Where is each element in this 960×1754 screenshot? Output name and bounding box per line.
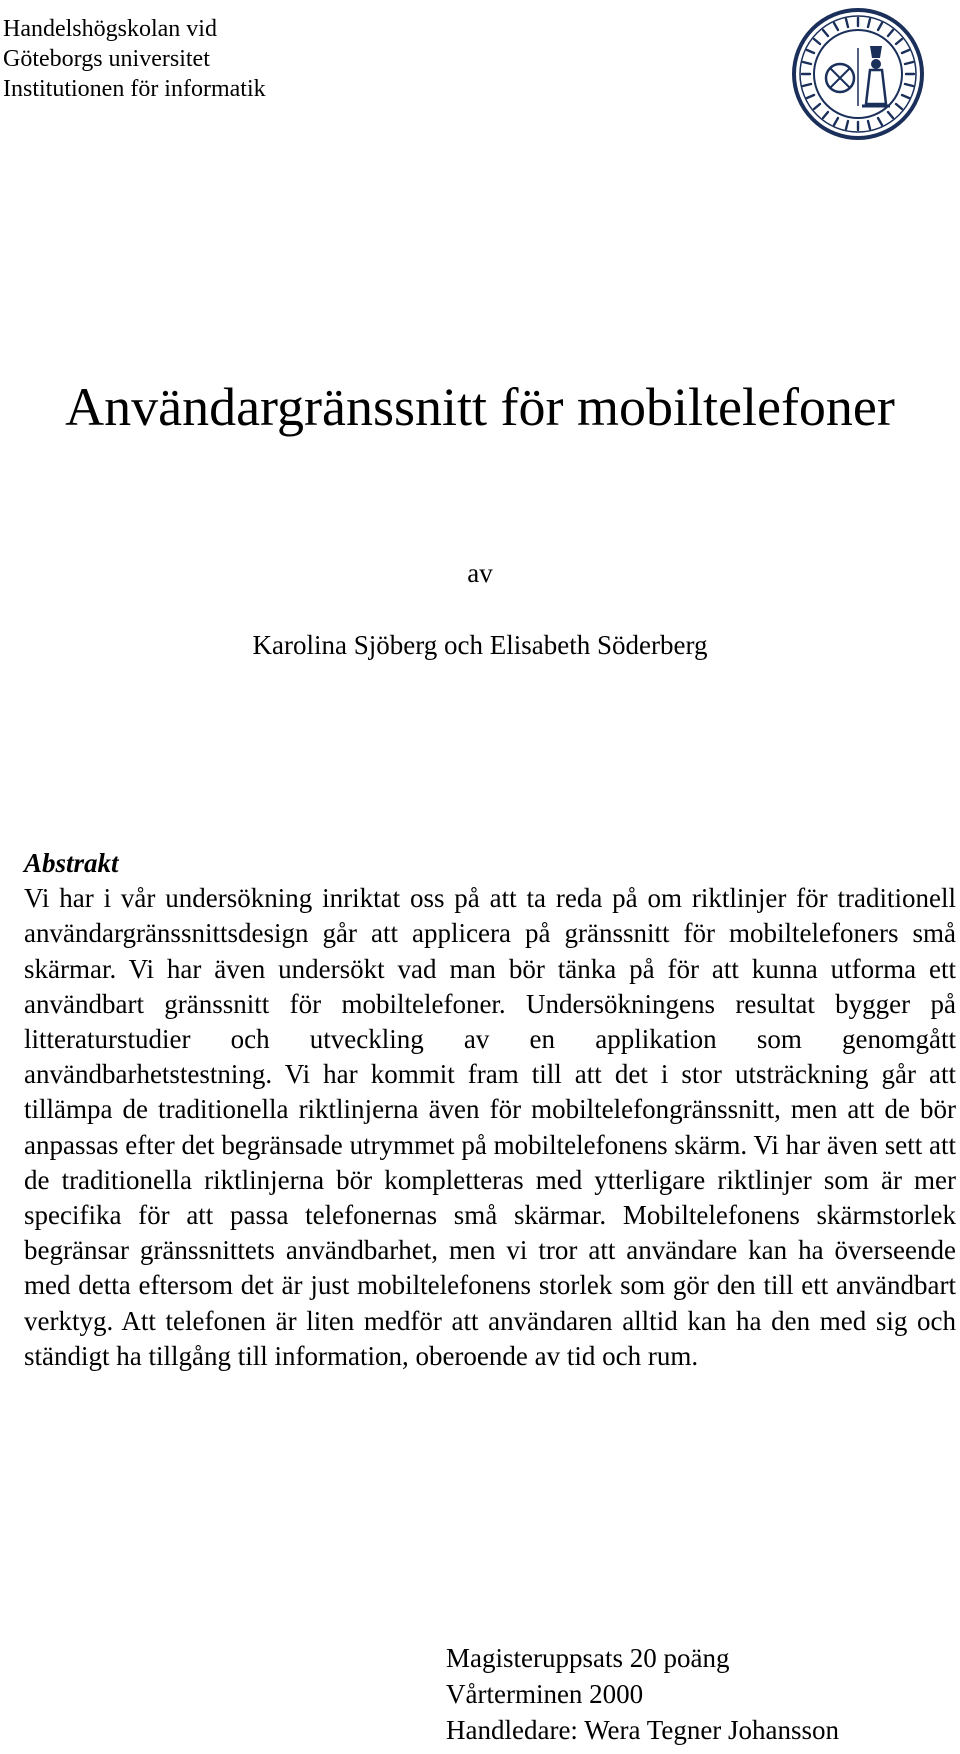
institution-header bbox=[3, 14, 266, 104]
thesis-type: Magisteruppsats 20 poäng bbox=[446, 1643, 730, 1673]
thesis-term: Vårterminen 2000 bbox=[446, 1679, 644, 1709]
university-seal-icon bbox=[790, 6, 926, 142]
thesis-info bbox=[446, 1640, 839, 1748]
abstract-heading: Abstrakt bbox=[24, 848, 119, 878]
abstract-section bbox=[24, 846, 956, 1374]
thesis-supervisor: Handledare: Wera Tegner Johansson bbox=[446, 1715, 840, 1745]
authors: Karolina Sjöberg och Elisabeth Söderberg bbox=[252, 630, 708, 660]
byline: av bbox=[467, 558, 493, 588]
document-title: Användargränssnitt för mobiltelefoner bbox=[65, 377, 895, 437]
institution-line-university: Göteborgs universitet bbox=[3, 46, 210, 72]
abstract-body: Vi har i vår undersökning inriktat oss på att ta reda på om riktlinjer för traditionell användargränssnittsdesign går att applicera på gränssnitt för mobiltelefoners små skärmar. Vi har även undersökt vad man bör tänka på för att kunna utforma ett användbart gränssnitt för mobiltelefoner. Undersökningens resultat bygger på litteraturstudier och utveckling av en applikation som genomgått användbarhetstestning. Vi har kommit fram till att det i stor utsträckning går att tillämpa de traditionella riktlinjerna även för mobiltelefongränssnitt, men att de bör anpassas efter det begränsade utrymmet på mobiltelefonens skärm. Vi har även sett att de traditionella riktlinjerna bör kompletteras med ytterligare riktlinjer som är mer specifika för att passa telefonernas små skärmar. Mobiltelefonens skärmstorlek begränsar gränssnittets användbarhet, men vi tror att användare kan ha överseende med detta eftersom det är just mobiltelefonens storlek som gör den till ett användbart verktyg. Att telefonen är liten medför att användaren alltid kan ha den med sig och ständigt ha tillgång till information, oberoende av tid och rum. bbox=[24, 883, 956, 1371]
institution-line-school: Handelshögskolan vid bbox=[3, 16, 217, 42]
institution-line-department: Institutionen för informatik bbox=[3, 76, 266, 102]
